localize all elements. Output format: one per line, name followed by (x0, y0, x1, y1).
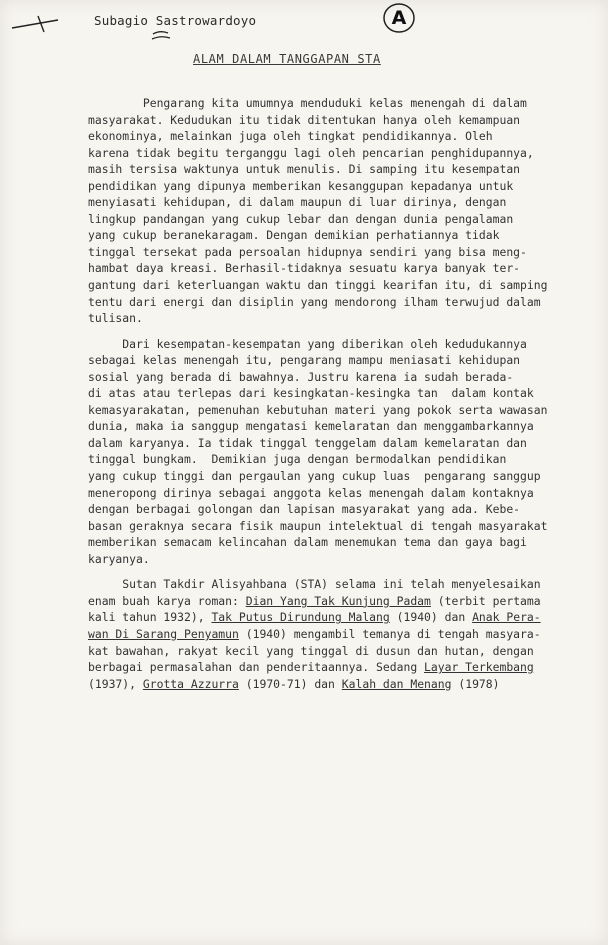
text-line (88, 244, 578, 261)
author-name: Subagio Sastrowardoyo (94, 13, 257, 28)
underlined-title: Tak Putus Dirundung Malang (211, 610, 390, 625)
text-segment: Sutan Takdir Alisyahbana (STA) selama ini telah menyelesaikan (88, 577, 541, 592)
text-segment: berbagai permasalahan dan penderitaannya. Sedang (88, 660, 425, 675)
text-line (88, 336, 578, 353)
text-segment: yang cukup tinggi dan pergaulan yang cukup luas pengarang sanggup (88, 469, 541, 484)
text-segment: dengan berbagai golongan dan lapisan masyarakat yang ada. Kebe- (88, 502, 521, 517)
text-line (88, 294, 578, 311)
text-line (88, 435, 578, 452)
text-segment: (1970-71) dan (238, 676, 342, 691)
text-segment: sosial yang berada di bawahnya. Justru karena ia sudah berada- (88, 369, 514, 384)
text-line (88, 534, 578, 551)
underlined-title: Dian Yang Tak Kunjung Padam (245, 593, 431, 608)
text-line (88, 676, 578, 693)
text-line (88, 418, 578, 435)
text-line (88, 485, 578, 502)
text-segment: (1978) (451, 676, 500, 691)
text-segment: Pengarang kita umumnya menduduki kelas menengah di dalam (88, 96, 527, 110)
text-line (88, 227, 578, 244)
text-line (88, 145, 578, 162)
paragraph (88, 336, 578, 568)
text-line (88, 260, 578, 277)
text-segment: gantung dari keterluangan waktu dan tinggi kearifan itu, di samping (88, 278, 548, 293)
text-segment: dunia, maka ia sanggup mengatasi kemelaratan dan menggambarkannya (88, 419, 534, 434)
underlined-title: Layar Terkembang (424, 660, 534, 675)
text-segment: dalam karyanya. Ia tidak tinggal tenggelam dalam kemelaratan dan (88, 435, 527, 450)
text-segment: meneropong dirinya sebagai anggota kelas menengah dalam kontaknya (88, 485, 534, 500)
paragraph-gap (88, 327, 578, 336)
label-letter: A (391, 7, 407, 29)
text-segment: enam buah karya roman: (88, 593, 246, 608)
text-line (88, 518, 578, 535)
text-segment: lingkup pandangan yang cukup lebar dan dengan dunia pengalaman (88, 211, 514, 226)
text-line (88, 178, 578, 195)
underlined-title: Kalah dan Menang (341, 676, 452, 691)
underlined-title: Grotta Azzurra (142, 676, 239, 691)
text-segment: sebagai kelas menengah itu, pengarang mampu meniasati kehidupan (88, 353, 521, 368)
margin-pen-mark (8, 6, 68, 36)
text-segment: kali tahun 1932), (88, 610, 212, 625)
text-segment: karena tidak begitu terganggu lagi oleh pencarian penghidupannya, (88, 145, 534, 160)
text-line (88, 112, 578, 129)
text-line (88, 128, 578, 145)
text-segment: Dari kesempatan-kesempatan yang diberikan oleh kedudukannya (88, 336, 527, 351)
paragraph (88, 95, 578, 327)
underlined-title: Anak Pera- (472, 610, 541, 625)
paragraph-gap (88, 567, 578, 576)
text-segment: pendidikan yang dipunya memberikan kesanggupan kepadanya untuk (88, 178, 514, 193)
text-segment: basan geraknya secara fisik maupun intelektual di tengah masyarakat (88, 518, 548, 533)
text-line (88, 576, 578, 593)
text-line (88, 659, 578, 676)
text-segment: hambat daya kreasi. Berhasil-tidaknya sesuatu karya banyak ter- (88, 261, 521, 276)
text-line (88, 593, 578, 610)
text-segment: di atas atau terlepas dari kesingkatan-kesingka tan dalam kontak (88, 386, 534, 401)
text-line (88, 211, 578, 228)
text-segment: tinggal bungkam. Demikian juga dengan bermodalkan pendidikan (88, 452, 507, 467)
text-line (88, 352, 578, 369)
text-line (88, 385, 578, 402)
text-line (88, 161, 578, 178)
text-line (88, 609, 578, 626)
text-segment: masih tersisa waktunya untuk menulis. Di samping itu kesempatan (88, 162, 521, 177)
text-line (88, 194, 578, 211)
text-segment: masyarakat. Kedudukan itu tidak ditentukan hanya oleh kemampuan (88, 112, 521, 127)
text-line (88, 369, 578, 386)
text-segment: yang cukup beranekaragam. Dengan demikian perhatiannya tidak (88, 228, 500, 243)
text-line (88, 277, 578, 294)
text-line (88, 310, 578, 327)
text-line (88, 626, 578, 643)
circled-label (382, 2, 416, 34)
text-line (88, 402, 578, 419)
text-line (88, 468, 578, 485)
text-segment: menyiasati kehidupan, di dalam maupun di luar dirinya, dengan (88, 195, 507, 210)
text-segment: tinggal tersekat pada persoalan hidupnya sendiri yang bisa meng- (88, 244, 527, 259)
text-segment: kemasyarakatan, pemenuhan kebutuhan materi yang pokok serta wawasan (88, 402, 548, 417)
text-line (88, 501, 578, 518)
text-line (88, 451, 578, 468)
text-segment: (1937), (88, 676, 143, 691)
text-segment: ekonominya, melainkan juga oleh tingkat pendidikannya. Oleh (88, 129, 493, 144)
document-title: ALAM DALAM TANGGAPAN STA (193, 52, 381, 66)
paragraph (88, 576, 578, 692)
text-line (88, 95, 578, 112)
text-segment: tulisan. (88, 311, 143, 326)
underlined-title: wan Di Sarang Penyamun (88, 626, 239, 641)
text-segment: (terbit pertama (430, 593, 541, 608)
text-segment: memberikan semacam kelincahan dalam menemukan tema dan gaya bagi (88, 535, 527, 550)
text-segment: (1940) dan (389, 610, 473, 625)
text-segment: karyanya. (88, 551, 150, 566)
text-segment: tentu dari energi dan disiplin yang mendorong ilham terwujud dalam (88, 294, 541, 309)
text-segment: kat bawahan, rakyat kecil yang tinggal di dusun dan hutan, dengan (88, 643, 534, 658)
handwritten-underline-mark (150, 30, 174, 42)
text-segment: (1940) mengambil temanya di tengah masyara- (238, 626, 541, 641)
body-text (88, 95, 578, 692)
text-line (88, 551, 578, 568)
text-line (88, 643, 578, 660)
